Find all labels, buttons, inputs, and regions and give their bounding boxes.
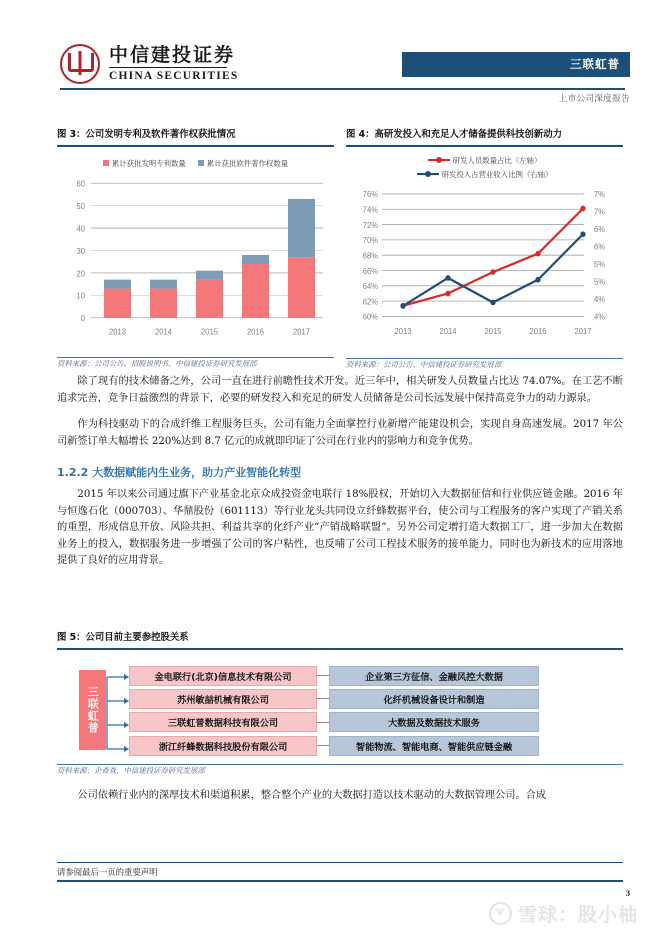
svg-text:60%: 60% [362, 312, 378, 322]
legend-item-software [198, 158, 288, 169]
paragraph-3: 2015 年以来公司通过旗下产业基金北京众成投资金电联行 18%股权，开始切入大数据征信和行业供应链金融。2016 年与恒逸石化（000703）、华鼎股份（601113）等行业龙头共同设立纤蜂数据平台，使公司与工程服务的客户实现了产销关系的重塑，形成信息开放、风险共担、利益共享的化纤产业“产销战略联盟”。另外公司定增打造大数据工厂，进一步加大在数据业务上的投入，数据服务进一步增强了公司的客户粘性，也反哺了公司工程技术服务的接单能力，同时也为新技术的应用落地提供了良好的应用背景。 [57, 489, 623, 567]
y-axis-ticks [77, 179, 86, 323]
figure-3-title: 图 3：公司发明专利及软件著作权获批情况 [57, 129, 236, 140]
header-subtitle: 上市公司深度报告 [558, 94, 630, 104]
figure-5-title: 图 5：公司目前主要参控股关系 [57, 632, 189, 643]
org-rows [129, 666, 619, 760]
bar-series [104, 199, 315, 318]
figure-3 [57, 126, 334, 370]
figure-3-source: 资料来源：公司公告、招股说明书、中信建投证券研究发展部 [57, 358, 257, 368]
svg-text:5%: 5% [594, 259, 605, 269]
figure-4-source: 资料来源：公司公告、中信建投证券研究发展部 [346, 359, 502, 369]
bar-segment [150, 288, 177, 317]
org-row [129, 712, 619, 732]
svg-text:6%: 6% [594, 242, 605, 252]
svg-text:2013: 2013 [394, 326, 412, 336]
bar-segment [242, 264, 269, 318]
logo-text-cn: 中信建投证券 [109, 43, 236, 66]
svg-text:2016: 2016 [529, 326, 547, 336]
org-connector-lines [106, 666, 130, 760]
org-root-label: 三联虹普 [86, 685, 100, 734]
header-divider [60, 88, 625, 90]
citic-logo-icon [60, 44, 100, 84]
paragraph-4: 公司依赖行业内的深厚技术和渠道积累，整合整个产业的大数据打造以技术驱动的大数据管理公司。合成 [77, 789, 547, 801]
x-axis-ticks [109, 327, 310, 336]
logo-divider [109, 67, 227, 68]
y-axis-left-ticks [363, 190, 378, 322]
svg-text:70%: 70% [362, 235, 378, 245]
svg-text:2016: 2016 [247, 326, 264, 337]
legend-swatch-icon [198, 160, 204, 166]
svg-text:10: 10 [76, 290, 85, 301]
bar-segment [104, 288, 131, 317]
footer-disclaimer: 请参阅最后一页的重要声明 [57, 867, 158, 878]
figure-4-legend [346, 147, 623, 180]
figure-4-chart [346, 183, 623, 358]
svg-text:2017: 2017 [293, 326, 310, 337]
org-company-node: 金电联行(北京)信息技术有限公司 [129, 666, 317, 686]
logo-text-en: CHINA SECURITIES [109, 70, 239, 83]
org-row-connector [317, 675, 329, 676]
svg-text:72%: 72% [362, 220, 378, 230]
legend-label-software: 累计获批软件著作权数量 [206, 158, 289, 168]
svg-text:2015: 2015 [201, 326, 218, 337]
legend-item-rd-staff [428, 155, 542, 166]
legend-label-rd-staff: 研发人员数量占比（左轴） [452, 155, 542, 165]
bar-segment [104, 279, 131, 288]
svg-text:5%: 5% [594, 277, 605, 287]
figure-4-svg [346, 183, 623, 358]
svg-text:0: 0 [80, 313, 85, 323]
figures-row [57, 126, 623, 370]
org-business-node: 智能物流、智能电商、智能供应链金融 [329, 736, 539, 756]
svg-text:30: 30 [76, 246, 85, 256]
figure-3-chart [57, 172, 334, 357]
svg-text:76%: 76% [362, 189, 378, 199]
svg-text:4%: 4% [594, 294, 605, 304]
org-row-connector [317, 698, 329, 699]
page-header [0, 0, 660, 108]
org-row-connector [317, 745, 329, 746]
svg-text:60: 60 [76, 178, 85, 189]
footer-divider-bottom [57, 880, 623, 882]
bar-segment [242, 255, 269, 264]
header-company-name: 三联虹普 [570, 57, 620, 71]
svg-text:64%: 64% [362, 281, 378, 291]
svg-text:74%: 74% [362, 204, 378, 215]
figure-5 [57, 629, 623, 804]
svg-text:2015: 2015 [484, 326, 502, 336]
page-number: 3 [625, 888, 630, 898]
figure-5-title-divider [57, 648, 623, 650]
paragraph-2: 作为科技驱动下的合成纤维工程服务巨头，公司有能力全面掌控行业新增产能建设机会，实现自身高速发展。2017 年公司新签订单大幅增长 220%达到 8.7 亿元的成就即印证了公司在行业内的影响力和竞争优势。 [57, 419, 623, 447]
bar-segment [196, 270, 223, 279]
watermark [489, 900, 638, 927]
bar-segment [150, 279, 177, 288]
svg-text:2014: 2014 [439, 326, 457, 336]
svg-text:2014: 2014 [155, 326, 172, 337]
svg-text:20: 20 [76, 268, 85, 278]
svg-text:50: 50 [76, 201, 85, 211]
svg-text:68%: 68% [362, 250, 378, 261]
org-row-connector [317, 722, 329, 723]
org-root-node [79, 670, 106, 750]
bar-segment [288, 199, 315, 257]
svg-text:7%: 7% [594, 189, 605, 199]
org-row [129, 689, 619, 709]
section-heading: 1.2.2 大数据赋能内生业务，助力产业智能化转型 [57, 466, 302, 480]
org-row [129, 736, 619, 756]
legend-item-patents [103, 158, 186, 169]
y-axis-right-ticks [594, 190, 605, 322]
legend-line-icon [428, 159, 450, 161]
figure-3-svg [57, 172, 334, 357]
legend-item-rd-spend [417, 169, 553, 180]
series-rd-staff [400, 205, 585, 308]
figure-5-source: 资料来源：企查查、中信建投证券研究发展部 [57, 765, 205, 775]
x-axis-ticks [395, 326, 592, 335]
bar-segment [288, 257, 315, 318]
watermark-logo-icon: ᗐ [489, 902, 512, 925]
watermark-text: 雪球：股小柚 [517, 904, 638, 926]
org-chart [57, 656, 623, 764]
figure-4 [346, 126, 623, 370]
svg-text:6%: 6% [594, 224, 605, 234]
body-content [57, 374, 623, 570]
svg-text:2013: 2013 [109, 326, 126, 337]
org-business-node: 化纤机械设备设计和制造 [329, 689, 539, 709]
bar-segment [196, 279, 223, 317]
svg-text:62%: 62% [362, 296, 378, 307]
company-logo [60, 44, 238, 84]
legend-label-patents: 累计获批发明专利数量 [111, 158, 186, 168]
figure-4-title: 图 4：高研发投入和充足人才储备提供科技创新动力 [346, 129, 563, 140]
org-row [129, 666, 619, 686]
org-business-node: 大数据及数据技术服务 [329, 712, 539, 732]
paragraph-1: 除了现有的技术储备之外，公司一直在进行前瞻性技术开发。近三年中，相关研发人员数量占比达 74.07%。在工艺不断追求完善，竞争日益激烈的背景下，必要的研发投入和充足的研发人员储备是公司长远发展中保持高竞争力的动力源泉。 [57, 376, 623, 404]
page-footer [57, 862, 623, 882]
header-title-badge [402, 52, 630, 77]
org-company-node: 三联虹普数据科技有限公司 [129, 712, 317, 732]
org-company-node: 苏州敏喆机械有限公司 [129, 689, 317, 709]
org-business-node: 企业第三方征信、金融风控大数据 [329, 666, 539, 686]
svg-text:66%: 66% [362, 266, 378, 276]
legend-line-icon [417, 173, 439, 175]
legend-swatch-icon [103, 160, 109, 166]
figure-3-legend [57, 147, 334, 169]
svg-text:7%: 7% [594, 207, 605, 217]
org-company-node: 浙江纤蜂数据科技股份有限公司 [129, 736, 317, 756]
svg-text:4%: 4% [594, 312, 605, 322]
legend-label-rd-spend: 研发投入占营业收入比例（右轴） [441, 169, 553, 179]
svg-text:40: 40 [76, 223, 85, 234]
svg-text:2017: 2017 [574, 326, 592, 336]
